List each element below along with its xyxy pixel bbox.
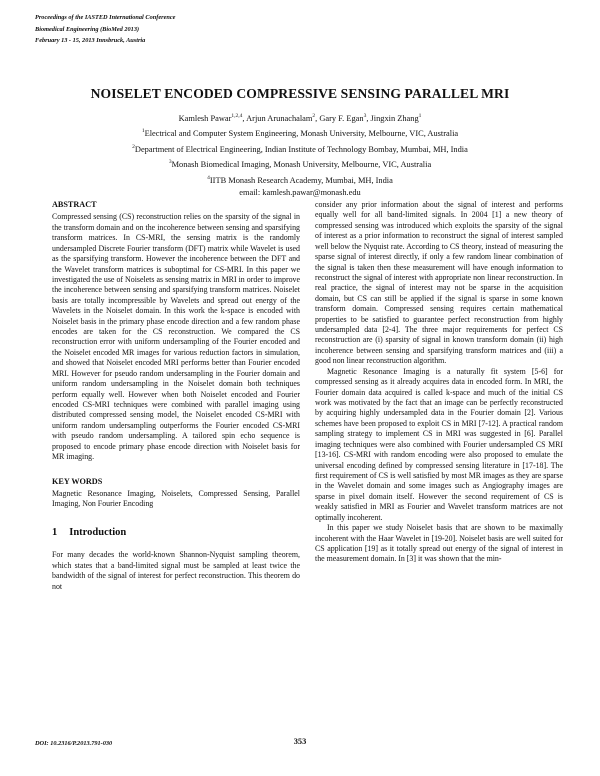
author-sup: 1 — [418, 113, 422, 119]
paper-title: NOISELET ENCODED COMPRESSIVE SENSING PARALLEL MRI — [90, 86, 510, 101]
affiliation-sup: 1 — [141, 128, 145, 135]
affiliation-text: IITB Monash Research Academy, Mumbai, MH, India — [209, 175, 393, 185]
affiliation-text: Department of Electrical Engineering, Indian Institute of Technology Bombay, Mumbai, MH, India — [134, 144, 468, 154]
header-line-3: February 13 - 15, 2013 Innsbruck, Austria — [35, 37, 146, 44]
author-name: Gary F. Egan — [319, 113, 364, 123]
author-sup: 3 — [363, 113, 367, 119]
body-paragraph: Magnetic Resonance Imaging is a naturally fit system [5-6] for compressed sensing as it already acquires data in encoded form. In MRI, the Fourier domain data acquired is called k-space and much of the initial CS work was motivated by the fact that an image can be perfectly reconstructed by acquiring highly undersampled data in the Fourier domain [2]. Various schemes have been proposed to exploit CS in MRI [7-12]. A practical random sampling strategy to implement CS in MRI was suggested in [6]. Parallel imaging techniques were also combined with Fourier undersampled CS MRI [13-16]. CS-MRI with random encoding were also proposed to emulate the universal encoding defined by compressed sensing literature in [17-18]. The first requirement of CS is well satisfied by most MR images as they are sparse in the Wavelet domain and some images such as Angiography images are sparse in pixel domain itself. However the second requirement of CS is weakly satisfied in MRI as Fourier and Wavelet transform matrices are not optimally incoherent. — [315, 366, 563, 522]
affiliation-sup: 4 — [207, 174, 210, 181]
author-block — [0, 110, 600, 200]
body-paragraph: consider any prior information about the signal of interest and performs equally well for all band-limited signals. In 2004 [1] a new theory of compressed sensing was introduced which exploits the sparsity of the signal of interest as a prior information to reconstruct the signal of interest sampled well below the Nyquist rate. According to CS theory, instead of measuring the sparse signal of interest directly, if only a few random linear combination of the signal is taken then these measurement will have enough information to reconstruct the signal of interest with appropriate non linear reconstruction. In real practice, the signal of interest may not be sparse in the acquisition domain, but CS can still be applied if the signal is sparse in some known transform domain. Compressed sensing requires certain mathematical properties to be satisfied to guarantee perfect reconstruction from highly undersampled data [2-4]. The three major requirements for perfect CS reconstruction are (i) sparsity of signal in known transform domain (ii) high incoherence between sensing and sparsifying transform matrices and (iii) a good non linear reconstruction algorithm. — [315, 200, 563, 366]
affiliation — [0, 125, 600, 140]
header-line-1: Proceedings of the IASTED International Conference — [35, 14, 176, 21]
abstract-text: Compressed sensing (CS) reconstruction relies on the sparsity of the signal in the transform domain and on the incoherence between sensing and sparsifying transform matrices. In CS-MRI, the sensing matrix is the randomly undersampled Discrete Fourier transform (DFT) matrix while Wavelet is used as the sparsifying transform. However the incoherence between the DFT and the Wavelet transform matrices is suboptimal for CS-MRI. In this paper we investigated the use of Noiselets as sensing matrix in MRI in order to improve the incoherence between sensing and sparsifying transform matrices. Noiselet basis are totally incompressible by Wavelets and spread out energy of the Wavelets in the Noiselet domain. In this work the k-space is encoded with Noiselet basis in the primary phase encode direction and a few random phase encodes are taken for the CS reconstruction. We compared the CS reconstruction error with uniform undersampling of the Fourier encoded and the Noiselet encoded MR images for various reduction factors in simulation, and showed that Noiselet encoded MRI performs better than Fourier encoded MRI. However for pseudo random undersampling in the Fourier domain and uniform random undersampling in the Noiselet domain both techniques perform equally well. However when both Noiselet encoded and Fourier encoded CS-MRI techniques were combined with parallel imaging using distributed compressed sensing model, the Noiselet encoded CS-MRI with uniform random undersampling outperforms the Fourier encoded CS-MRI with pseudo random undersampling. A tailored spin echo sequence is proposed to encode primary phase encode direction with Noiselet basis for MR imaging. — [52, 212, 300, 462]
right-column — [315, 200, 563, 565]
doi: DOI: 10.2316/P.2013.791-030 — [35, 740, 113, 747]
affiliation-text: Electrical and Computer System Engineering, Monash University, Melbourne, VIC, Australia — [144, 129, 459, 139]
header-line-2: Biomedical Engineering (BioMed 2013) — [35, 25, 140, 33]
body-paragraph: In this paper we study Noiselet basis that are shown to be maximally incoherent with the Haar Wavelet in [19-20]. Noiselet basis are well suited for CS application [19] as it totally spread out energy of the signal of interest in the measurement domain. In [3] it was shown that the min- — [315, 523, 563, 564]
intro-paragraph: For many decades the world-known Shannon-Nyquist sampling theorem, which states that a band-limited signal must be sampled at least twice the bandwidth of the signal of interest for perfect reconstruction. This theorem do not — [52, 550, 300, 591]
author-sup: 1,2,4 — [231, 113, 243, 119]
affiliation — [0, 141, 600, 156]
abstract-heading: ABSTRACT — [52, 200, 97, 209]
left-column — [52, 200, 300, 592]
affiliation-sup: 3 — [168, 159, 172, 166]
author-email: email: kamlesh.pawar@monash.edu — [239, 187, 361, 197]
author-name: Jingxin Zhang — [370, 113, 419, 123]
keywords-heading: KEY WORDS — [52, 476, 103, 486]
affiliation-sup: 2 — [132, 143, 135, 150]
author-name: Kamlesh Pawar — [178, 113, 232, 123]
section-title: Introduction — [69, 526, 127, 538]
section-number: 1 — [52, 526, 58, 538]
author-list: Kamlesh Pawar$^{1,2,4}$, Arjun Arunachalam$^2$, Gary F. Egan$^3$, Jingxin Zhang$^1$ — [178, 113, 422, 123]
page-number: 353 — [293, 737, 307, 746]
section-heading-introduction — [52, 528, 300, 538]
affiliation — [0, 156, 600, 171]
author-name: Arjun Arunachalam — [246, 113, 313, 123]
affiliation — [0, 172, 600, 187]
affiliation-text: Monash Biomedical Imaging, Monash University, Melbourne, VIC, Australia — [171, 159, 432, 169]
conference-header — [35, 12, 175, 47]
author-sup: 2 — [312, 113, 316, 119]
keywords-text: Magnetic Resonance Imaging, Noiselets, Compressed Sensing, Parallel Imaging, Non Fourier Encoding — [52, 488, 300, 509]
